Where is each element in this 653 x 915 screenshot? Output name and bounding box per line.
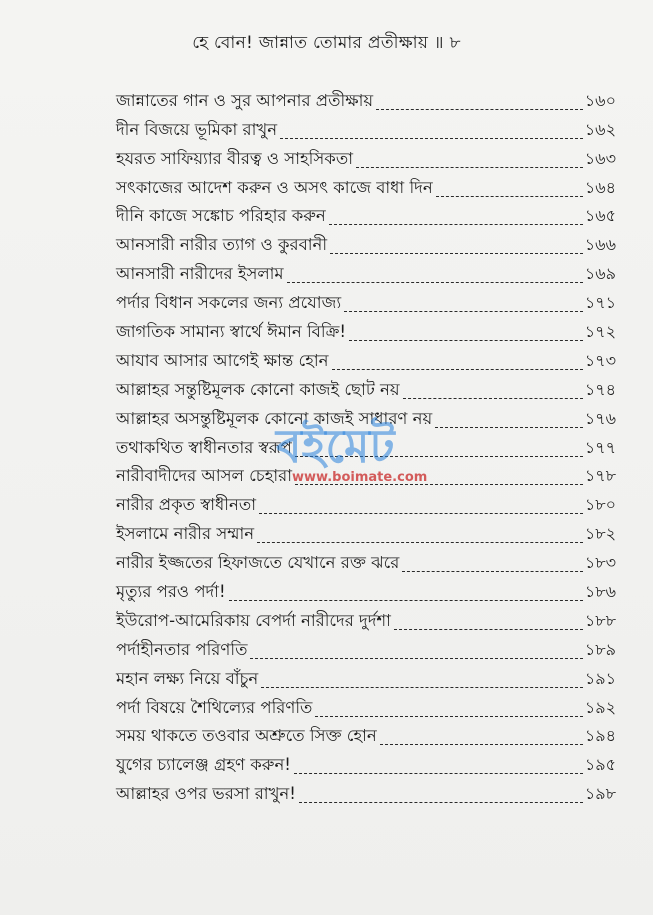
toc-entry-page-number: ১৮০ [584, 495, 616, 515]
dotted-leader [299, 802, 583, 803]
dotted-leader [436, 196, 583, 197]
toc-entry-page-number: ১৬৩ [584, 148, 616, 168]
toc-entry [116, 779, 616, 808]
toc-entry-title: নারীবাদীদের আসল চেহারা [116, 466, 293, 486]
toc-entry-title: সময় থাকতে তওবার অশ্রুতে সিক্ত হোন [116, 726, 377, 746]
toc-entry [116, 519, 616, 548]
toc-entry [116, 750, 616, 779]
running-header: হে বোন! জান্নাত তোমার প্রতীক্ষায় ॥ ৮ [192, 33, 461, 53]
toc-entry-page-number: ১৮৯ [584, 639, 616, 659]
toc-entry-page-number: ১৮৮ [584, 610, 616, 630]
dotted-leader [330, 253, 583, 254]
toc-entry-title: যুগের চ্যালেঞ্জ গ্রহণ করুন! [116, 755, 291, 775]
toc-entry-title: আল্লাহর অসন্তুষ্টিমূলক কোনো কাজই সাধারণ নয় [116, 408, 433, 428]
toc-entry-page-number: ১৯১ [584, 668, 616, 688]
toc-entry-title: মৃত্যুর পরও পর্দা! [116, 582, 226, 602]
toc-entry-page-number: ১৮৩ [584, 553, 616, 573]
toc-entry-page-number: ১৯৮ [584, 784, 616, 804]
dotted-leader [402, 571, 583, 572]
toc-entry [116, 722, 616, 751]
toc-entry [116, 173, 616, 202]
toc-entry-page-number: ১৬৯ [584, 264, 616, 284]
dotted-leader [257, 542, 583, 543]
toc-entry [116, 230, 616, 259]
toc-entry-title: পর্দাহীনতার পরিণতি [116, 639, 248, 659]
dotted-leader [403, 398, 583, 399]
toc-entry-title: আল্লাহর ওপর ভরসা রাখুন! [116, 784, 296, 804]
dotted-leader [294, 773, 583, 774]
dotted-leader [229, 600, 583, 601]
toc-entry-title: ইউরোপ-আমেরিকায় বেপর্দা নারীদের দুর্দশা [116, 610, 391, 630]
toc-entry [116, 144, 616, 173]
dotted-leader [295, 484, 583, 485]
toc-entry [116, 635, 616, 664]
toc-entry-page-number: ১৮৬ [584, 582, 616, 602]
toc-entry-page-number: ১৯৪ [584, 726, 616, 746]
toc-entry-title: জান্নাতের গান ও সুর আপনার প্রতীক্ষায় [116, 90, 374, 110]
toc-entry [116, 490, 616, 519]
dotted-leader [329, 224, 583, 225]
table-of-contents [116, 86, 616, 808]
toc-entry-page-number: ১৭৩ [584, 350, 616, 370]
toc-entry [116, 288, 616, 317]
toc-entry-title: হযরত সাফিয়্যার বীরত্ব ও সাহসিকতা [116, 148, 353, 168]
toc-entry [116, 202, 616, 231]
toc-entry-page-number: ১৭৮ [584, 466, 616, 486]
toc-entry-page-number: ১৭৪ [584, 379, 616, 399]
toc-entry-page-number: ১৭১ [584, 293, 616, 313]
toc-entry [116, 548, 616, 577]
toc-entry [116, 606, 616, 635]
dotted-leader [250, 658, 582, 659]
toc-entry [116, 577, 616, 606]
toc-entry-title: মহান লক্ষ্য নিয়ে বাঁচুন [116, 668, 259, 688]
toc-entry-page-number: ১৭২ [584, 322, 616, 342]
toc-entry [116, 693, 616, 722]
dotted-leader [380, 744, 583, 745]
toc-entry-page-number: ১৭৬ [584, 408, 616, 428]
toc-entry-page-number: ১৬৪ [584, 177, 616, 197]
toc-entry [116, 433, 616, 462]
toc-entry [116, 375, 616, 404]
toc-entry-page-number: ১৬৬ [584, 235, 616, 255]
watermark-url: www.boimate.com [292, 470, 428, 485]
toc-entry-title: আল্লাহর সন্তুষ্টিমূলক কোনো কাজই ছোট নয় [116, 379, 400, 399]
watermark-logo: বইমেট [276, 419, 395, 473]
toc-entry-page-number: ১৬৫ [584, 206, 616, 226]
dotted-leader [376, 109, 583, 110]
toc-entry [116, 259, 616, 288]
toc-entry-title: জাগতিক সামান্য স্বার্থে ঈমান বিক্রি! [116, 322, 346, 342]
dotted-leader [287, 282, 583, 283]
dotted-leader [259, 513, 583, 514]
dotted-leader [394, 629, 583, 630]
dotted-leader [261, 687, 583, 688]
toc-entry-title: পর্দা বিষয়ে শৈথিল্যের পরিণতি [116, 697, 313, 717]
toc-entry [116, 664, 616, 693]
dotted-leader [295, 456, 583, 457]
toc-entry-title: সৎকাজের আদেশ করুন ও অসৎ কাজে বাধা দিন [116, 177, 433, 197]
dotted-leader [435, 427, 583, 428]
toc-entry [116, 346, 616, 375]
toc-entry-title: আযাব আসার আগেই ক্ষান্ত হোন [116, 350, 329, 370]
dotted-leader [349, 340, 583, 341]
toc-entry-title: দীনি কাজে সঙ্কোচ পরিহার করুন [116, 206, 326, 226]
dotted-leader [280, 138, 583, 139]
toc-entry-page-number: ১৯৫ [584, 755, 616, 775]
toc-entry-page-number: ১৬০ [584, 90, 616, 110]
toc-entry-page-number: ১৬২ [584, 119, 616, 139]
toc-entry [116, 86, 616, 115]
toc-entry [116, 404, 616, 433]
toc-entry-title: দীন বিজয়ে ভূমিকা রাখুন [116, 119, 278, 139]
toc-entry-title: পর্দার বিধান সকলের জন্য প্রযোজ্য [116, 293, 342, 313]
dotted-leader [332, 369, 583, 370]
toc-entry-page-number: ১৮২ [584, 524, 616, 544]
toc-entry-title: আনসারী নারীর ত্যাগ ও কুরবানী [116, 235, 328, 255]
toc-entry-title: ইসলামে নারীর সম্মান [116, 524, 255, 544]
toc-entry-title: আনসারী নারীদের ইসলাম [116, 264, 284, 284]
dotted-leader [344, 311, 583, 312]
toc-entry-title: নারীর প্রকৃত স্বাধীনতা [116, 495, 257, 515]
toc-entry-page-number: ১৭৭ [584, 437, 616, 457]
toc-entry-title: তথাকথিত স্বাধীনতার স্বরূপ [116, 437, 292, 457]
toc-entry [116, 317, 616, 346]
dotted-leader [315, 716, 582, 717]
toc-entry-title: নারীর ইজ্জতের হিফাজতে যেখানে রক্ত ঝরে [116, 553, 400, 573]
toc-entry-page-number: ১৯২ [584, 697, 616, 717]
toc-entry [116, 115, 616, 144]
toc-entry [116, 462, 616, 491]
dotted-leader [356, 167, 583, 168]
